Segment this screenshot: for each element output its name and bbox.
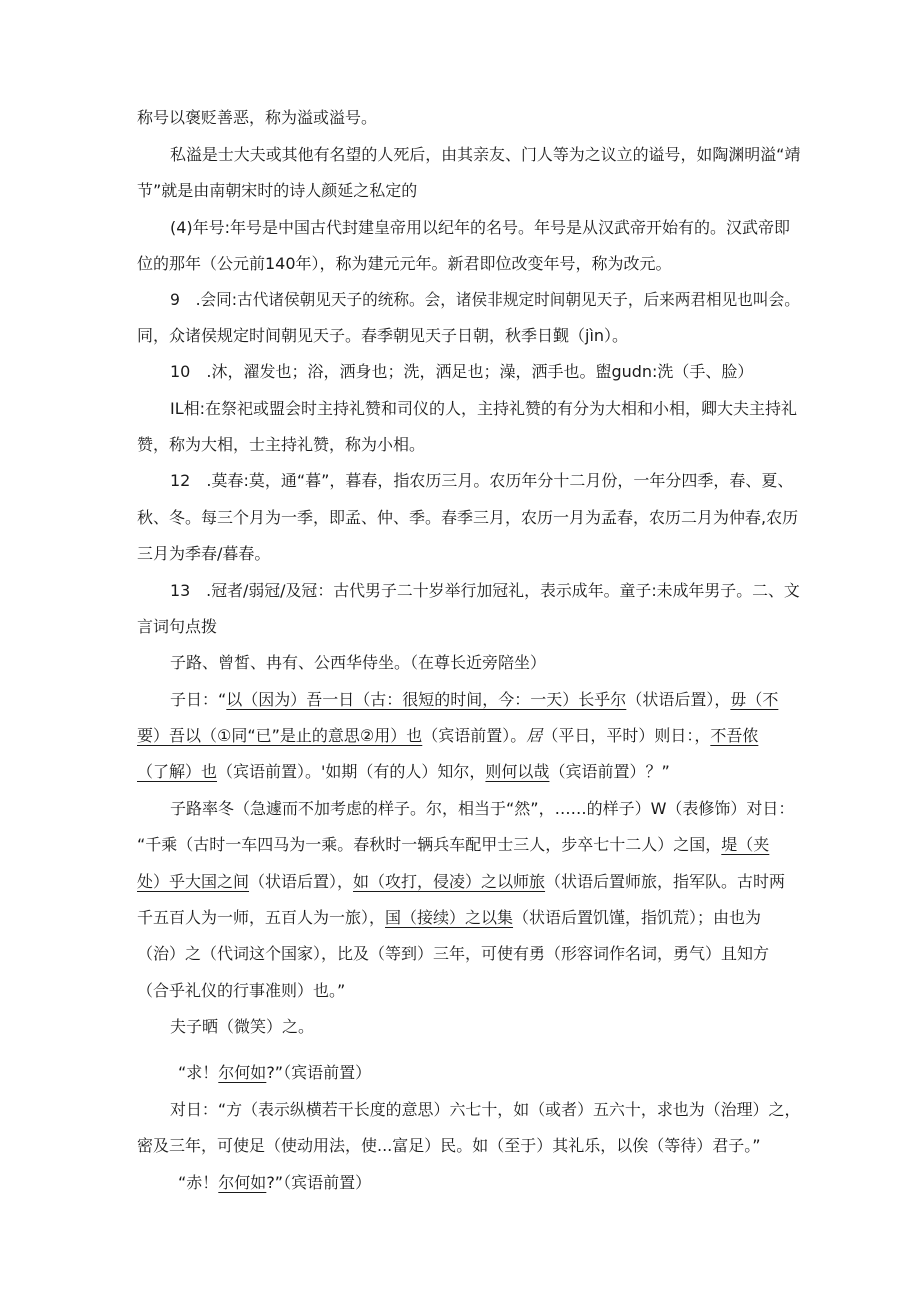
text-line-5: 位的那年（公元前140年），称为建元元年。新君即位改变年号，称为改元。 (137, 254, 672, 273)
text-line-7: 同，众诸侯规定时间朝见天子。春季朝见天子日朝，秋季日觐（jìn）。 (137, 326, 629, 345)
text-line-13: 三月为季春/暮春。 (137, 544, 271, 563)
text-line-30 (178, 1165, 371, 1201)
segment: ?”（宾语前置） (266, 1063, 372, 1082)
text-line-23 (137, 900, 761, 936)
segment: 子日：“ (170, 690, 227, 709)
text-line-9: IL相:在祭祀或盟会时主持礼赞和司仪的人，主持礼赞的有分为大相和小相，卿大夫主持礼 (170, 399, 798, 418)
segment: （状语后置师旅，指军队。古时两 (545, 872, 786, 891)
underlined-phrase: 以（因为）吾一日（古：很短的时间，今：一天）长乎尔 (226, 690, 627, 709)
segment: ?”（宾语前置） (266, 1173, 372, 1192)
segment: 居 (526, 726, 543, 745)
text-line-17 (170, 682, 778, 718)
underlined-phrase: 处）乎大国之间 (137, 872, 250, 891)
segment: （状语后置）， (626, 690, 731, 709)
text-line-16: 子路、曾皙、冉有、公西华侍坐。（在尊长近旁陪坐） (170, 653, 547, 672)
text-line-24: （治）之（代词这个国家），比及（等到）三年，可使有勇（形容词作名词，勇气）且知方 (137, 944, 770, 963)
text-line-12: 秋、冬。每三个月为一季，即孟、仲、季。春季三月，农历一月为孟春，农历二月为仲春,农历 (137, 508, 799, 527)
text-line-4: (4)年号:年号是中国古代封建皇帝用以纪年的名号。年号是从汉武帝开始有的。汉武帝即 (170, 218, 791, 237)
text-line-22 (137, 864, 785, 900)
underlined-phrase: 毋（不 (730, 690, 779, 709)
underlined-phrase: 堤（夹 (721, 835, 770, 854)
segment: （平日，平时）则日：， (542, 726, 711, 745)
text-line-19 (137, 754, 670, 790)
segment: （状语后置）， (249, 872, 354, 891)
underlined-phrase: 要）吾以（①同“已”是止的意思②用）也 (137, 726, 423, 745)
text-line-28: 对日：“方（表示纵横若干长度的意思）六七十，如（或者）五六十，求也为（治理）之， (170, 1100, 801, 1119)
text-line-21 (137, 827, 769, 863)
underlined-phrase: 则何以哉 (485, 762, 550, 781)
underlined-phrase: 如（攻打，侵凌）之以师旅 (353, 872, 546, 891)
underlined-phrase: 不吾侬 (710, 726, 759, 745)
text-line-20: 子路率冬（急遽而不加考虑的样子。尔，相当于“然”，……的样子）W（表修饰）对日： (170, 799, 795, 818)
text-line-1: 称号以褒贬善恶，称为溢或溢号。 (137, 108, 378, 127)
text-line-8: 10 .沐，濯发也；浴，洒身也；洗，洒足也；澡，洒手也。盥gudn:洗（手、脸） (170, 362, 754, 381)
text-line-3: 节”就是由南朝宋时的诗人颜延之私定的 (137, 181, 418, 200)
segment: “求！ (178, 1063, 219, 1082)
text-line-10: 赞，称为大相，士主持礼赞，称为小相。 (137, 435, 426, 454)
underlined-phrase: 尔何如 (218, 1063, 267, 1082)
underlined-phrase: （了解）也 (137, 762, 218, 781)
text-line-2: 私溢是士大夫或其他有名望的人死后，由其亲友、门人等为之议立的谥号，如陶渊明溢“靖 (170, 145, 801, 164)
text-line-29: 密及三年，可使足（使动用法，使...富足）民。如（至于）其礼乐，以俟（等待）君子。” (137, 1136, 761, 1155)
text-line-14: 13 .冠者/弱冠/及冠：古代男子二十岁举行加冠礼，表示成年。童子:未成年男子。二、文 (170, 581, 800, 600)
segment: （宾语前置）？” (549, 762, 670, 781)
text-line-27 (178, 1055, 371, 1091)
segment: （宾语前置）。'如期（有的人）知尔， (217, 762, 486, 781)
underlined-phrase: 尔何如 (218, 1173, 267, 1192)
underlined-phrase: 国（接续）之以集 (385, 908, 514, 927)
text-line-15: 言词句点拨 (137, 617, 218, 636)
segment: （状语后置饥馑，指饥荒）；由也为 (513, 908, 762, 927)
text-line-18 (137, 718, 758, 754)
segment: （宾语前置）。 (422, 726, 527, 745)
segment: “赤！ (178, 1173, 219, 1192)
text-line-26: 夫子晒（微笑）之。 (170, 1017, 315, 1036)
text-line-11: 12 .莫春:莫，通“暮”，暮春，指农历三月。农历年分十二月份，一年分四季，春、夏、 (170, 471, 794, 490)
text-line-6: 9 .会同:古代诸侯朝见天子的统称。会，诸侯非规定时间朝见天子，后来两君相见也叫会。 (170, 290, 800, 309)
text-line-25: （合乎礼仪的行事准则）也。” (137, 981, 346, 1000)
segment: 千五百人为一师，五百人为一旅）， (137, 908, 386, 927)
segment: “千乘（古时一车四马为一乘。春秋时一辆兵车配甲士三人，步卒七十二人）之国， (137, 835, 722, 854)
